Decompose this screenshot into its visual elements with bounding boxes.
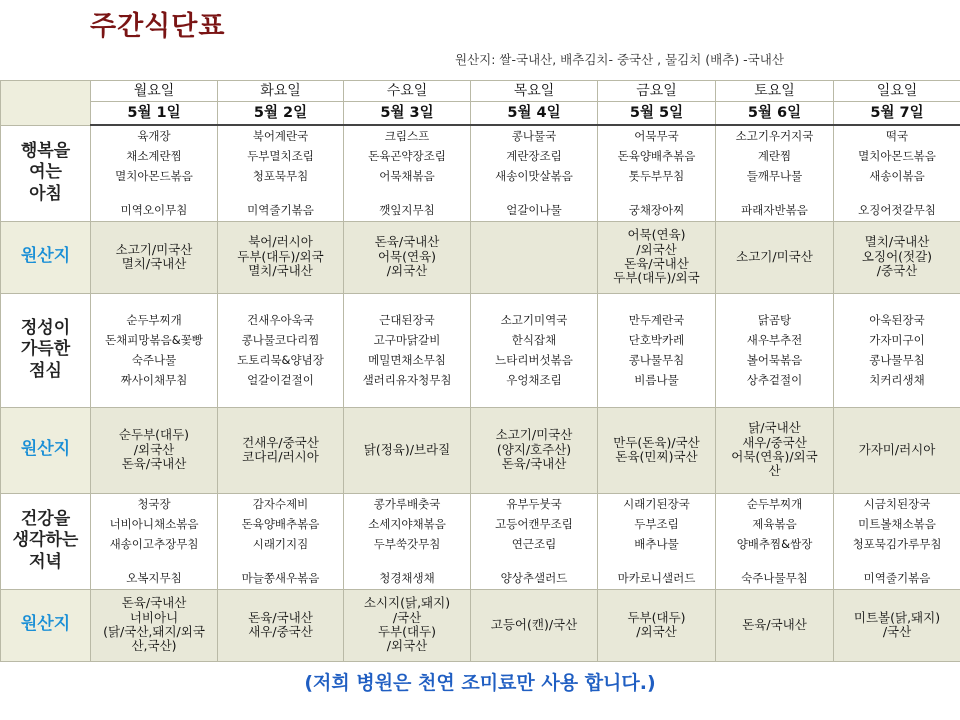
menu-item: 느타리버섯볶음 bbox=[495, 353, 573, 367]
menu-item: 콩나물무침 bbox=[628, 353, 685, 367]
breakfast-menu-cell bbox=[91, 125, 218, 221]
lunch-menu-cell bbox=[218, 293, 344, 407]
menu-item: 양상추샐러드 bbox=[500, 571, 568, 585]
menu-item: 상추겉절이 bbox=[746, 373, 803, 387]
dinner-menu-cell bbox=[598, 493, 716, 589]
menu-item: 유부두붓국 bbox=[506, 497, 562, 511]
breakfast-label: 행복을 여는 아침 bbox=[1, 125, 91, 221]
menu-item bbox=[93, 186, 215, 200]
menu-item: 소고기미역국 bbox=[500, 313, 568, 327]
menu-item: 시래기된장국 bbox=[623, 497, 690, 511]
menu-item: 숙주나물무침 bbox=[741, 571, 808, 585]
menu-item: 고구마닭갈비 bbox=[373, 333, 441, 347]
menu-item: 돈육곤약장조림 bbox=[368, 149, 446, 164]
menu-item: 닭곰탕 bbox=[757, 313, 792, 327]
menu-item: 순두부찌개 bbox=[126, 313, 182, 327]
lunch-origin-cell: 소고기/미국산 (양지/호주산) 돈육/국내산 bbox=[471, 407, 598, 493]
menu-item bbox=[346, 186, 468, 200]
menu-item: 제육볶음 bbox=[752, 517, 797, 531]
dinner-label: 건강을 생각하는 저녁 bbox=[1, 493, 91, 589]
menu-item: 새송이고추장무침 bbox=[109, 537, 199, 551]
menu-item: 마카로니샐러드 bbox=[617, 571, 696, 585]
lunch-origin-row bbox=[1, 407, 960, 493]
date-header: 5월 4일 bbox=[471, 102, 598, 126]
menu-item: 어묵무국 bbox=[634, 129, 679, 144]
date-header: 5월 5일 bbox=[598, 102, 716, 126]
lunch-origin-cell: 닭/국내산 새우/중국산 어묵(연육)/외국 산 bbox=[716, 407, 834, 493]
menu-item: 고등어캔무조림 bbox=[495, 517, 573, 531]
day-header: 토요일 bbox=[716, 81, 834, 102]
menu-item: 오복지무침 bbox=[126, 571, 182, 585]
menu-item: 크림스프 bbox=[384, 129, 430, 144]
menu-item: 청국장 bbox=[137, 497, 171, 511]
menu-item bbox=[718, 554, 831, 568]
date-header: 5월 6일 bbox=[716, 102, 834, 126]
menu-item: 너비아니채소볶음 bbox=[109, 517, 199, 531]
dinner-origin-cell: 돈육/국내산 bbox=[716, 589, 834, 661]
breakfast-origin-cell: 소고기/미국산 bbox=[716, 221, 834, 293]
breakfast-origin-cell: 북어/러시아 두부(대두)/외국 멸치/국내산 bbox=[218, 221, 344, 293]
lunch-menu-cell bbox=[716, 293, 834, 407]
dinner-origin-cell: 소시지(닭,돼지) /국산 두부(대두) /외국산 bbox=[344, 589, 471, 661]
lunch-origin-label: 원산지 bbox=[1, 407, 91, 493]
breakfast-row bbox=[1, 125, 960, 221]
date-header: 5월 3일 bbox=[344, 102, 471, 126]
menu-item: 마늘쫑새우볶음 bbox=[241, 571, 320, 585]
menu-item: 두부조림 bbox=[634, 517, 679, 531]
date-header-row bbox=[1, 102, 960, 126]
menu-item: 치커리생채 bbox=[869, 373, 925, 387]
lunch-row bbox=[1, 293, 960, 407]
menu-item: 가자미구이 bbox=[869, 333, 925, 347]
dinner-origin-cell: 고등어(캔)/국산 bbox=[471, 589, 598, 661]
rice-kimchi-origin-note: 원산지: 쌀-국내산, 배추김치- 중국산 , 물김치 (배추) -국내산 bbox=[455, 52, 784, 67]
menu-item: 돈채피망볶음&꽃빵 bbox=[105, 333, 203, 347]
dinner-menu-cell bbox=[834, 493, 960, 589]
menu-item: 궁채장아찌 bbox=[628, 203, 685, 218]
dinner-menu-cell bbox=[716, 493, 834, 589]
breakfast-menu-cell bbox=[471, 125, 598, 221]
page-title: 주간식단표 bbox=[90, 11, 226, 42]
lunch-label: 정성이 가득한 점심 bbox=[1, 293, 91, 407]
lunch-menu-cell bbox=[344, 293, 471, 407]
menu-item: 청포묵김가루무침 bbox=[852, 537, 942, 551]
lunch-origin-cell: 가자미/러시아 bbox=[834, 407, 960, 493]
menu-item: 계란찜 bbox=[757, 149, 792, 164]
menu-item: 콩나물무침 bbox=[869, 353, 925, 367]
date-header: 5월 7일 bbox=[834, 102, 960, 126]
menu-item: 시금치된장국 bbox=[863, 497, 931, 511]
lunch-origin-cell: 만두(돈육)/국산 돈육(민찌)국산 bbox=[598, 407, 716, 493]
menu-item: 배추나물 bbox=[634, 537, 679, 551]
breakfast-menu-cell bbox=[716, 125, 834, 221]
menu-item: 도토리묵&양념장 bbox=[237, 353, 324, 367]
dinner-origin-cell: 두부(대두) /외국산 bbox=[598, 589, 716, 661]
menu-item: 청포묵무침 bbox=[252, 169, 309, 184]
dinner-row bbox=[1, 493, 960, 589]
menu-item: 멸치아몬드볶음 bbox=[858, 149, 936, 164]
dinner-menu-cell bbox=[218, 493, 344, 589]
menu-item: 메밀면채소무침 bbox=[368, 353, 446, 367]
menu-item: 양배추찜&쌈장 bbox=[736, 537, 813, 551]
breakfast-origin-cell: 돈육/국내산 어묵(연육) /외국산 bbox=[344, 221, 471, 293]
menu-item bbox=[836, 186, 958, 200]
breakfast-origin-cell: 멸치/국내산 오징어(젓갈) /중국산 bbox=[834, 221, 960, 293]
day-header: 수요일 bbox=[344, 81, 471, 102]
menu-item: 볼어묵볶음 bbox=[746, 353, 803, 367]
menu-item: 아욱된장국 bbox=[869, 313, 925, 327]
menu-item: 깻잎지무침 bbox=[379, 203, 435, 218]
dinner-origin-cell: 돈육/국내산 너비아니 (닭/국산,돼지/외국 산,국산) bbox=[91, 589, 218, 661]
menu-item: 건새우아욱국 bbox=[247, 313, 314, 327]
breakfast-origin-cell bbox=[471, 221, 598, 293]
natural-seasoning-footer: (저희 병원은 천연 조미료만 사용 합니다.) bbox=[304, 672, 656, 694]
menu-item bbox=[220, 186, 341, 200]
menu-item: 떡국 bbox=[885, 129, 909, 144]
menu-item: 새우부추전 bbox=[746, 333, 803, 347]
menu-item: 비름나물 bbox=[634, 373, 679, 387]
day-header: 일요일 bbox=[834, 81, 960, 102]
menu-item bbox=[220, 554, 341, 568]
menu-item: 채소계란찜 bbox=[126, 149, 182, 164]
breakfast-origin-row bbox=[1, 221, 960, 293]
breakfast-origin-label: 원산지 bbox=[1, 221, 91, 293]
weekly-menu-table bbox=[0, 80, 960, 662]
lunch-menu-cell bbox=[91, 293, 218, 407]
dinner-menu-cell bbox=[344, 493, 471, 589]
day-header-row bbox=[1, 81, 960, 102]
menu-item bbox=[836, 554, 958, 568]
menu-item: 짜사이채무침 bbox=[120, 373, 188, 387]
breakfast-origin-cell: 소고기/미국산 멸치/국내산 bbox=[91, 221, 218, 293]
date-header: 5월 2일 bbox=[218, 102, 344, 126]
breakfast-origin-cell: 어묵(연육) /외국산 돈육/국내산 두부(대두)/외국 bbox=[598, 221, 716, 293]
menu-item bbox=[600, 186, 713, 200]
menu-item: 돈육양배추볶음 bbox=[241, 517, 320, 531]
menu-item: 감자수제비 bbox=[252, 497, 309, 511]
menu-item: 샐러리유자청무침 bbox=[362, 373, 452, 387]
menu-item: 오징어젓갈무침 bbox=[858, 203, 936, 218]
dinner-origin-cell: 미트볼(닭,돼지) /국산 bbox=[834, 589, 960, 661]
lunch-menu-cell bbox=[471, 293, 598, 407]
day-header: 금요일 bbox=[598, 81, 716, 102]
menu-item: 얼갈이나물 bbox=[506, 203, 562, 218]
menu-item: 소고기우거지국 bbox=[735, 129, 814, 144]
menu-item: 새송이볶음 bbox=[869, 169, 925, 184]
lunch-origin-cell: 건새우/중국산 코다리/러시아 bbox=[218, 407, 344, 493]
menu-item: 계란장조림 bbox=[506, 149, 562, 164]
lunch-menu-cell bbox=[834, 293, 960, 407]
day-header: 월요일 bbox=[91, 81, 218, 102]
menu-item: 단호박카레 bbox=[628, 333, 685, 347]
dinner-origin-label: 원산지 bbox=[1, 589, 91, 661]
menu-item: 어묵채볶음 bbox=[379, 169, 435, 184]
menu-item: 소세지야채볶음 bbox=[368, 517, 446, 531]
lunch-origin-cell: 순두부(대두) /외국산 돈육/국내산 bbox=[91, 407, 218, 493]
menu-item bbox=[346, 554, 468, 568]
menu-item: 톳두부무침 bbox=[628, 169, 685, 184]
breakfast-menu-cell bbox=[344, 125, 471, 221]
lunch-origin-cell: 닭(정육)/브라질 bbox=[344, 407, 471, 493]
menu-item bbox=[473, 186, 595, 200]
day-header: 목요일 bbox=[471, 81, 598, 102]
menu-item: 미역줄기볶음 bbox=[247, 203, 314, 218]
menu-item: 파래자반볶음 bbox=[741, 203, 808, 218]
header-corner bbox=[1, 81, 91, 126]
menu-item bbox=[718, 186, 831, 200]
menu-item bbox=[93, 554, 215, 568]
menu-item: 새송이맛살볶음 bbox=[495, 169, 573, 184]
menu-item: 미역줄기볶음 bbox=[863, 571, 931, 585]
dinner-menu-cell bbox=[91, 493, 218, 589]
dinner-origin-row bbox=[1, 589, 960, 661]
menu-item: 두부멸치조림 bbox=[247, 149, 314, 164]
menu-item: 돈육양배추볶음 bbox=[617, 149, 696, 164]
menu-item: 시래기지짐 bbox=[252, 537, 309, 551]
menu-item: 들깨무나물 bbox=[746, 169, 803, 184]
breakfast-menu-cell bbox=[834, 125, 960, 221]
menu-item: 숙주나물 bbox=[131, 353, 177, 367]
menu-item: 콩나물코다리찜 bbox=[241, 333, 320, 347]
lunch-menu-cell bbox=[598, 293, 716, 407]
dinner-origin-cell: 돈육/국내산 새우/중국산 bbox=[218, 589, 344, 661]
breakfast-menu-cell bbox=[598, 125, 716, 221]
menu-item: 연근조림 bbox=[511, 537, 557, 551]
menu-item bbox=[473, 554, 595, 568]
menu-item: 얼갈이겉절이 bbox=[247, 373, 314, 387]
menu-item: 육개장 bbox=[137, 129, 171, 144]
menu-item: 만두계란국 bbox=[628, 313, 685, 327]
breakfast-menu-cell bbox=[218, 125, 344, 221]
menu-item bbox=[600, 554, 713, 568]
menu-item: 콩가루배춧국 bbox=[373, 497, 441, 511]
menu-item: 미트볼채소볶음 bbox=[858, 517, 936, 531]
dinner-menu-cell bbox=[471, 493, 598, 589]
day-header: 화요일 bbox=[218, 81, 344, 102]
menu-item: 청경채생채 bbox=[379, 571, 435, 585]
menu-item: 미역오이무침 bbox=[120, 203, 188, 218]
menu-item: 콩나물국 bbox=[511, 129, 557, 144]
menu-item: 우엉채조림 bbox=[506, 373, 562, 387]
menu-item: 북어계란국 bbox=[252, 129, 309, 144]
menu-item: 두부쑥갓무침 bbox=[373, 537, 441, 551]
menu-item: 멸치아몬드볶음 bbox=[115, 169, 193, 184]
menu-item: 순두부찌개 bbox=[746, 497, 803, 511]
menu-item: 한식잡채 bbox=[511, 333, 557, 347]
menu-item: 근대된장국 bbox=[379, 313, 435, 327]
date-header: 5월 1일 bbox=[91, 102, 218, 126]
